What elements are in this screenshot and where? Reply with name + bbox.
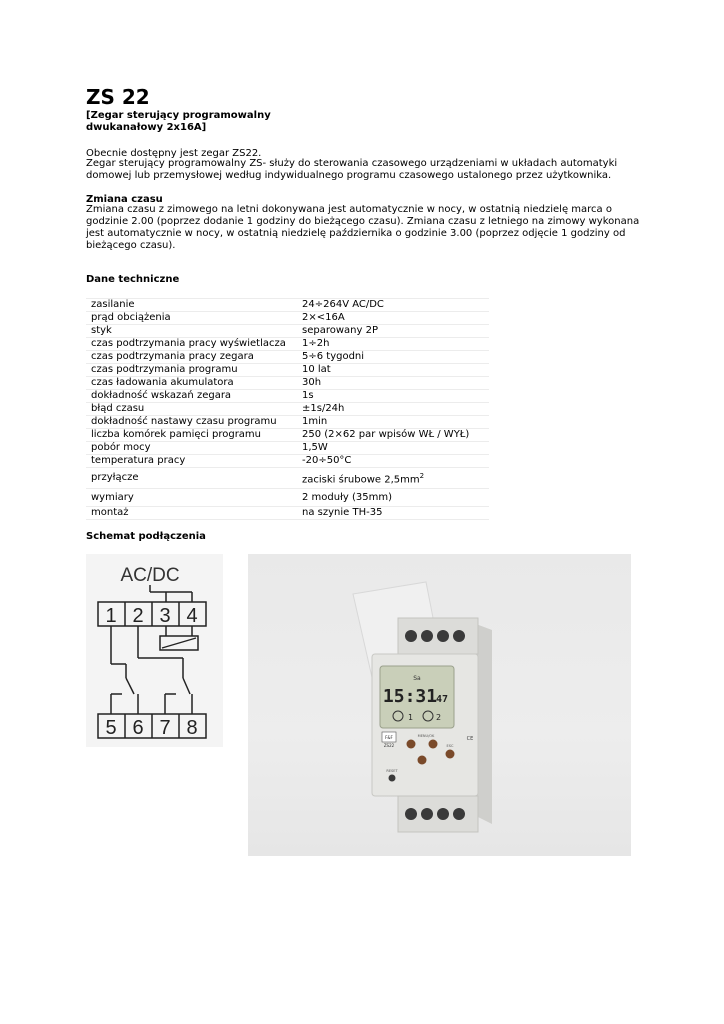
- screw-icon: [453, 808, 465, 820]
- spec-value: -20÷50°C: [297, 455, 489, 468]
- intro-line-1: Obecnie dostępny jest zegar ZS22.: [86, 148, 262, 159]
- spec-value: 30h: [297, 377, 489, 390]
- terminal-1: 1: [105, 605, 117, 627]
- supply-label: AC/DC: [120, 565, 180, 586]
- spec-value: separowany 2P: [297, 325, 489, 338]
- lcd-channel-1: 1: [408, 713, 414, 722]
- spec-value: 1,5W: [297, 442, 489, 455]
- spec-key: zasilanie: [86, 299, 297, 312]
- wiring-diagram-svg: [86, 554, 223, 747]
- spec-row: [86, 507, 489, 520]
- spec-key: wymiary: [86, 489, 297, 507]
- intro-paragraph: Zegar sterujący programowalny ZS- służy do sterowania czasowego urządzeniami w układach automatyki domowej lub przemysłowej według indywidualnego programu czasowego ustalonego przez użytkownika.: [86, 158, 618, 181]
- button-left[interactable]: [407, 740, 416, 749]
- spec-row: [86, 338, 489, 351]
- time-change-heading: Zmiana czasu: [86, 194, 163, 205]
- spec-value: 24÷264V AC/DC: [297, 299, 489, 312]
- spec-key: styk: [86, 325, 297, 338]
- screw-icon: [421, 808, 433, 820]
- spec-value: [297, 468, 489, 489]
- spec-key: dokładność wskazań zegara: [86, 390, 297, 403]
- spec-row: [86, 442, 489, 455]
- spec-value: ±1s/24h: [297, 403, 489, 416]
- spec-row: [86, 416, 489, 429]
- spec-key: czas podtrzymania pracy zegara: [86, 351, 297, 364]
- spec-row: [86, 377, 489, 390]
- contact-1-switch: [126, 678, 134, 694]
- terminal-8: 8: [186, 717, 198, 739]
- screw-icon: [405, 630, 417, 642]
- device-photo: [248, 554, 631, 856]
- spec-key: temperatura pracy: [86, 455, 297, 468]
- spec-value: 1s: [297, 390, 489, 403]
- spec-key: czas ładowania akumulatora: [86, 377, 297, 390]
- lcd-channel-2: 2: [436, 713, 442, 722]
- spec-value: 10 lat: [297, 364, 489, 377]
- spec-value: 5÷6 tygodni: [297, 351, 489, 364]
- spec-value-superscript: 2: [419, 471, 425, 480]
- screw-icon: [405, 808, 417, 820]
- brand-text: F&F: [385, 735, 393, 740]
- spec-key: czas podtrzymania programu: [86, 364, 297, 377]
- spec-row: [86, 468, 489, 489]
- button-esc[interactable]: [446, 750, 455, 759]
- lcd-day: Sa: [413, 675, 421, 682]
- spec-key: błąd czasu: [86, 403, 297, 416]
- spec-value: 1÷2h: [297, 338, 489, 351]
- spec-key: czas podtrzymania pracy wyświetlacza: [86, 338, 297, 351]
- wiring-diagram: [86, 554, 223, 747]
- spec-value: na szynie TH-35: [297, 507, 489, 520]
- spec-value: 2×<16A: [297, 312, 489, 325]
- spec-key: liczba komórek pamięci programu: [86, 429, 297, 442]
- spec-row: [86, 489, 489, 507]
- spec-row: [86, 455, 489, 468]
- spec-key: prąd obciążenia: [86, 312, 297, 325]
- spec-row: [86, 429, 489, 442]
- spec-key: dokładność nastawy czasu programu: [86, 416, 297, 429]
- terminal-3: 3: [159, 605, 171, 627]
- terminal-2: 2: [132, 605, 144, 627]
- spec-row: [86, 364, 489, 377]
- terminal-4: 4: [186, 605, 198, 627]
- spec-row: [86, 351, 489, 364]
- spec-value: 1min: [297, 416, 489, 429]
- reset-label: RESET: [386, 769, 398, 773]
- spec-key: montaż: [86, 507, 297, 520]
- spec-key: pobór mocy: [86, 442, 297, 455]
- page-subtitle: [Zegar sterujący programowalny dwukanałowy 2x16A]: [86, 110, 271, 133]
- spec-row: [86, 299, 489, 312]
- spec-value: 250 (2×62 par wpisów WŁ / WYŁ): [297, 429, 489, 442]
- terminal-5: 5: [105, 717, 117, 739]
- contact-2-switch: [183, 678, 190, 694]
- time-change-paragraph: Zmiana czasu z zimowego na letni dokonywana jest automatycznie w nocy, w ostatnią niedzielę marca o godzinie 2.00 (poprzez dodanie 1 godziny do bieżącego czasu). Zmiana czasu z letniego na zimowy wykonana jest automatycznie w nocy, w ostatnią niedzielę października o godzinie 3.00 (poprzez odjęcie 1 godziny od bieżącego czasu).: [86, 204, 640, 251]
- model-text: ZS22: [383, 743, 395, 748]
- esc-label: ESC: [446, 744, 454, 748]
- button-reset[interactable]: [389, 775, 396, 782]
- screw-icon: [421, 630, 433, 642]
- spec-table: [86, 298, 489, 520]
- menu-label: MENU/OK: [417, 734, 435, 738]
- ce-mark: CE: [466, 736, 474, 742]
- lcd-time: 15:31: [382, 686, 438, 707]
- device-illustration: [248, 554, 631, 856]
- page-title: ZS 22: [86, 85, 150, 109]
- button-right[interactable]: [429, 740, 438, 749]
- spec-row: [86, 390, 489, 403]
- tech-data-heading: Dane techniczne: [86, 274, 180, 285]
- relay-coil-mark: [162, 638, 196, 648]
- spec-value-text: zaciski śrubowe 2,5mm: [302, 474, 420, 486]
- screw-icon: [437, 808, 449, 820]
- spec-row: [86, 325, 489, 338]
- wiring-heading: Schemat podłączenia: [86, 531, 206, 542]
- spec-value: 2 moduły (35mm): [297, 489, 489, 507]
- screw-icon: [437, 630, 449, 642]
- button-menu[interactable]: [418, 756, 427, 765]
- spec-key: przyłącze: [86, 468, 297, 489]
- lcd-seconds: 47: [435, 694, 449, 705]
- spec-row: [86, 403, 489, 416]
- spec-row: [86, 312, 489, 325]
- terminal-7: 7: [159, 717, 171, 739]
- terminal-6: 6: [132, 717, 144, 739]
- screw-icon: [453, 630, 465, 642]
